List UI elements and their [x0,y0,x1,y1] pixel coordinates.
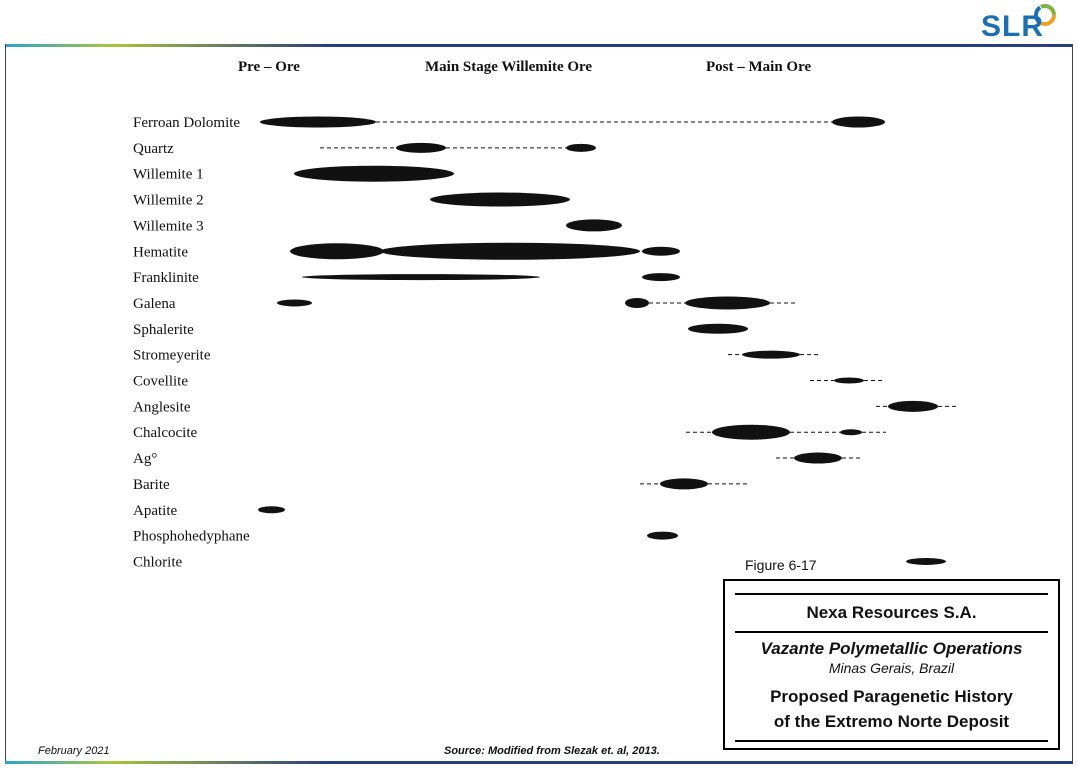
mineral-row-hematite [133,243,680,261]
mineral-label: Ferroan Dolomite [133,115,241,131]
figure-title-line-2: of the Extremo Norte Deposit [773,712,1010,731]
abundance-lens [660,478,708,489]
abundance-lens [277,299,312,306]
abundance-lens [794,453,842,464]
mineral-label: Willemite 2 [133,192,204,209]
mineral-label: Chlorite [133,554,183,571]
mineral-label: Franklinite [133,270,199,287]
mineral-row-apatite [133,503,285,519]
abundance-lens [396,143,446,153]
mineral-row-anglesite [133,399,958,415]
mineral-row-chlorite [133,554,946,570]
figure-number: Figure 6-17 [745,557,817,573]
abundance-lens [834,378,864,384]
mineral-label: Ag° [133,451,158,468]
stage-post-ore: Post – Main Ore [706,59,812,75]
footer-date: February 2021 [38,745,110,757]
abundance-lens [625,298,649,308]
company-name: Nexa Resources S.A. [806,603,977,622]
mineral-label: Chalcocite [133,425,198,442]
abundance-lens [258,506,285,513]
mineral-row-phosphohedyphane [133,529,678,545]
stage-pre-ore: Pre – Ore [238,59,300,75]
mineral-row-galena [133,296,798,312]
abundance-lens [430,193,570,207]
mineral-rows [133,115,958,570]
abundance-lens [566,219,622,231]
slr-logo: SLR [981,10,1044,43]
mineral-label: Willemite 3 [133,218,204,235]
mineral-row-barite [133,477,748,493]
abundance-lens [685,296,770,309]
mineral-label: Covellite [133,373,188,390]
mineral-row-ag [133,451,862,467]
mineral-label: Anglesite [133,399,191,416]
abundance-lens [647,532,678,540]
abundance-lens [642,247,680,256]
mineral-label: Barite [133,476,170,493]
abundance-lens [642,273,680,281]
abundance-lens [294,166,454,182]
mineral-label: Hematite [133,244,188,261]
abundance-lens [290,243,384,259]
figure-title [735,684,1048,734]
abundance-lens [260,117,376,128]
mineral-row-sphalerite [133,322,748,338]
title-block [723,579,1060,750]
project-name: Vazante Polymetallic Operations [760,639,1023,658]
title-block-inner [735,593,1048,742]
mineral-label: Quartz [133,140,174,157]
figure-title-line-1: Proposed Paragenetic History [770,687,1013,706]
mineral-row-quartz [133,141,596,157]
abundance-lens [566,144,596,152]
mineral-row-willemite-1 [133,166,454,183]
abundance-lens [712,425,790,440]
mineral-label: Galena [133,295,176,312]
abundance-lens [380,243,640,260]
abundance-lens [688,324,748,334]
mineral-row-chalcocite [133,425,886,442]
mineral-row-willemite-3 [133,218,622,234]
footer-source: Source: Modified from Slezak et. al, 2013. [444,745,660,757]
mineral-row-stromeyerite [133,348,820,364]
mineral-label: Sphalerite [133,321,194,338]
abundance-lens [742,351,800,359]
stage-headers [238,59,811,75]
abundance-lens [302,274,540,280]
mineral-label: Stromeyerite [133,347,211,364]
abundance-lens [906,558,946,565]
title-divider [735,631,1048,633]
mineral-label: Apatite [133,502,178,519]
stage-main-ore: Main Stage Willemite Ore [425,59,593,75]
abundance-lens [832,117,885,128]
mineral-row-willemite-2 [133,193,570,209]
mineral-label: Phosphohedyphane [133,528,250,545]
abundance-lens [888,401,938,412]
mineral-row-ferroan-dolomite [133,115,885,131]
mineral-row-covellite [133,374,882,390]
mineral-row-franklinite [133,270,680,286]
project-location: Minas Gerais, Brazil [828,660,955,676]
mineral-label: Willemite 1 [133,166,204,183]
abundance-lens [840,429,862,435]
